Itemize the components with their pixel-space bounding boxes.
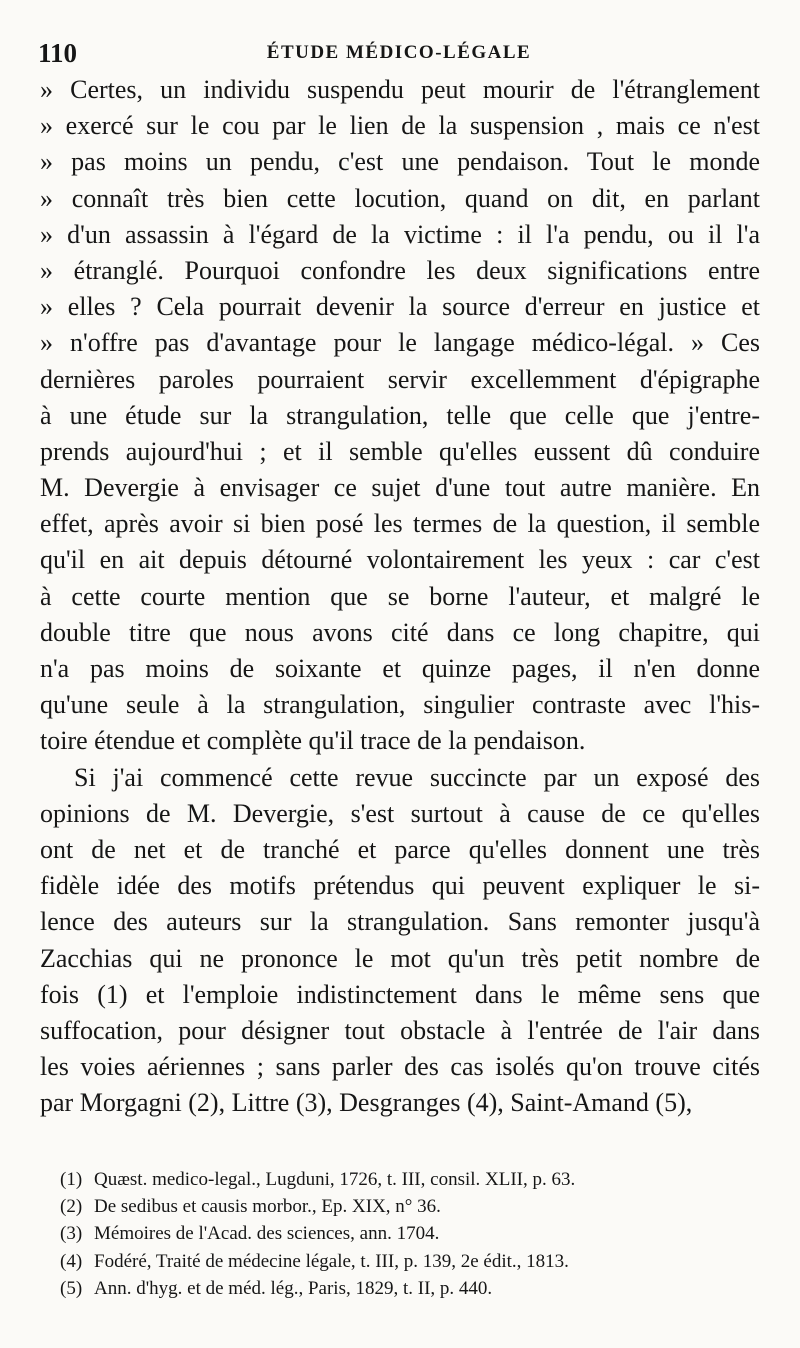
footnote xyxy=(60,1193,740,1220)
text-line: suffocation, pour désigner tout obstacle à l'entrée de l'air dans xyxy=(40,1015,760,1045)
text-line: qu'il en ait depuis détourné volontairement les yeux : car c'est xyxy=(40,545,760,575)
running-title: ÉTUDE MÉDICO-LÉGALE xyxy=(266,42,532,63)
footnote xyxy=(60,1275,740,1302)
text-line: » elles ? Cela pourrait devenir la source d'erreur en justice et xyxy=(40,292,760,322)
text-line: Si j'ai commencé cette revue succincte par un exposé des xyxy=(74,762,760,792)
text-line: fois (1) et l'emploie indistinctement dans le même sens que xyxy=(40,979,760,1009)
text-line: qu'une seule à la strangulation, singulier contraste avec l'his- xyxy=(40,690,760,720)
footnote-number: (5) xyxy=(60,1277,83,1299)
text-line: dernières paroles pourraient servir excellemment d'épigraphe xyxy=(40,364,760,394)
text-line: » étranglé. Pourquoi confondre les deux significations entre xyxy=(40,255,760,285)
footnote xyxy=(60,1166,740,1193)
text-line: » connaît très bien cette locution, quand on dit, en parlant xyxy=(40,183,760,213)
text-line: M. Devergie à envisager ce sujet d'une tout autre manière. En xyxy=(40,473,760,503)
footnote-number: (4) xyxy=(60,1250,83,1272)
footnote-text: Mémoires de l'Acad. des sciences, ann. 1704. xyxy=(94,1223,440,1245)
text-line: » pas moins un pendu, c'est une pendaison. Tout le monde xyxy=(40,147,760,177)
footnote-text: Quæst. medico-legal., Lugduni, 1726, t. III, consil. XLII, p. 63. xyxy=(94,1169,576,1190)
footnote-number: (2) xyxy=(60,1196,83,1218)
text-line: opinions de M. Devergie, s'est surtout à cause de ce qu'elles xyxy=(40,798,760,828)
text-line: à une étude sur la strangulation, telle que celle que j'entre- xyxy=(40,400,760,430)
text-line: à cette courte mention que se borne l'auteur, et malgré le xyxy=(40,581,760,611)
page-header xyxy=(38,38,760,68)
footnote xyxy=(60,1220,740,1247)
text-line: toire étendue et complète qu'il trace de la pendaison. xyxy=(40,726,586,756)
page-number: 110 xyxy=(38,38,78,68)
text-line: » exercé sur le cou par le lien de la suspension , mais ce n'est xyxy=(40,111,760,141)
text-line: les voies aériennes ; sans parler des cas isolés qu'on trouve cités xyxy=(40,1052,760,1082)
footnote-number: (1) xyxy=(60,1169,83,1190)
body-text xyxy=(40,72,760,1121)
text-line: lence des auteurs sur la strangulation. Sans remonter jusqu'à xyxy=(40,907,760,937)
text-line: » Certes, un individu suspendu peut mourir de l'étranglement xyxy=(40,75,760,104)
text-line: fidèle idée des motifs prétendus qui peuvent expliquer le si- xyxy=(40,871,760,901)
text-line: Zacchias qui ne prononce le mot qu'un très petit nombre de xyxy=(40,943,760,973)
footnote-text: De sedibus et causis morbor., Ep. XIX, n° 36. xyxy=(94,1196,441,1218)
text-line: » n'offre pas d'avantage pour le langage médico-légal. » Ces xyxy=(40,328,760,358)
text-line: ont de net et de tranché et parce qu'elles donnent une très xyxy=(40,834,760,864)
footnote-text: Ann. d'hyg. et de méd. lég., Paris, 1829, t. II, p. 440. xyxy=(94,1277,493,1299)
text-line: prends aujourd'hui ; et il semble qu'elles eussent dû conduire xyxy=(40,436,760,466)
footnotes xyxy=(60,1166,740,1302)
text-line: » d'un assassin à l'égard de la victime : il l'a pendu, ou il l'a xyxy=(40,219,760,249)
text-line: par Morgagni (2), Littre (3), Desgranges (4), Saint-Amand (5), xyxy=(40,1088,693,1118)
footnote-text: Fodéré, Traité de médecine légale, t. III, p. 139, 2e édit., 1813. xyxy=(94,1250,569,1272)
text-line: effet, après avoir si bien posé les termes de la question, il semble xyxy=(40,509,760,539)
text-line: double titre que nous avons cité dans ce long chapitre, qui xyxy=(40,617,760,647)
footnote-number: (3) xyxy=(60,1223,83,1245)
text-line: n'a pas moins de soixante et quinze pages, il n'en donne xyxy=(40,654,760,683)
footnote xyxy=(60,1248,740,1275)
